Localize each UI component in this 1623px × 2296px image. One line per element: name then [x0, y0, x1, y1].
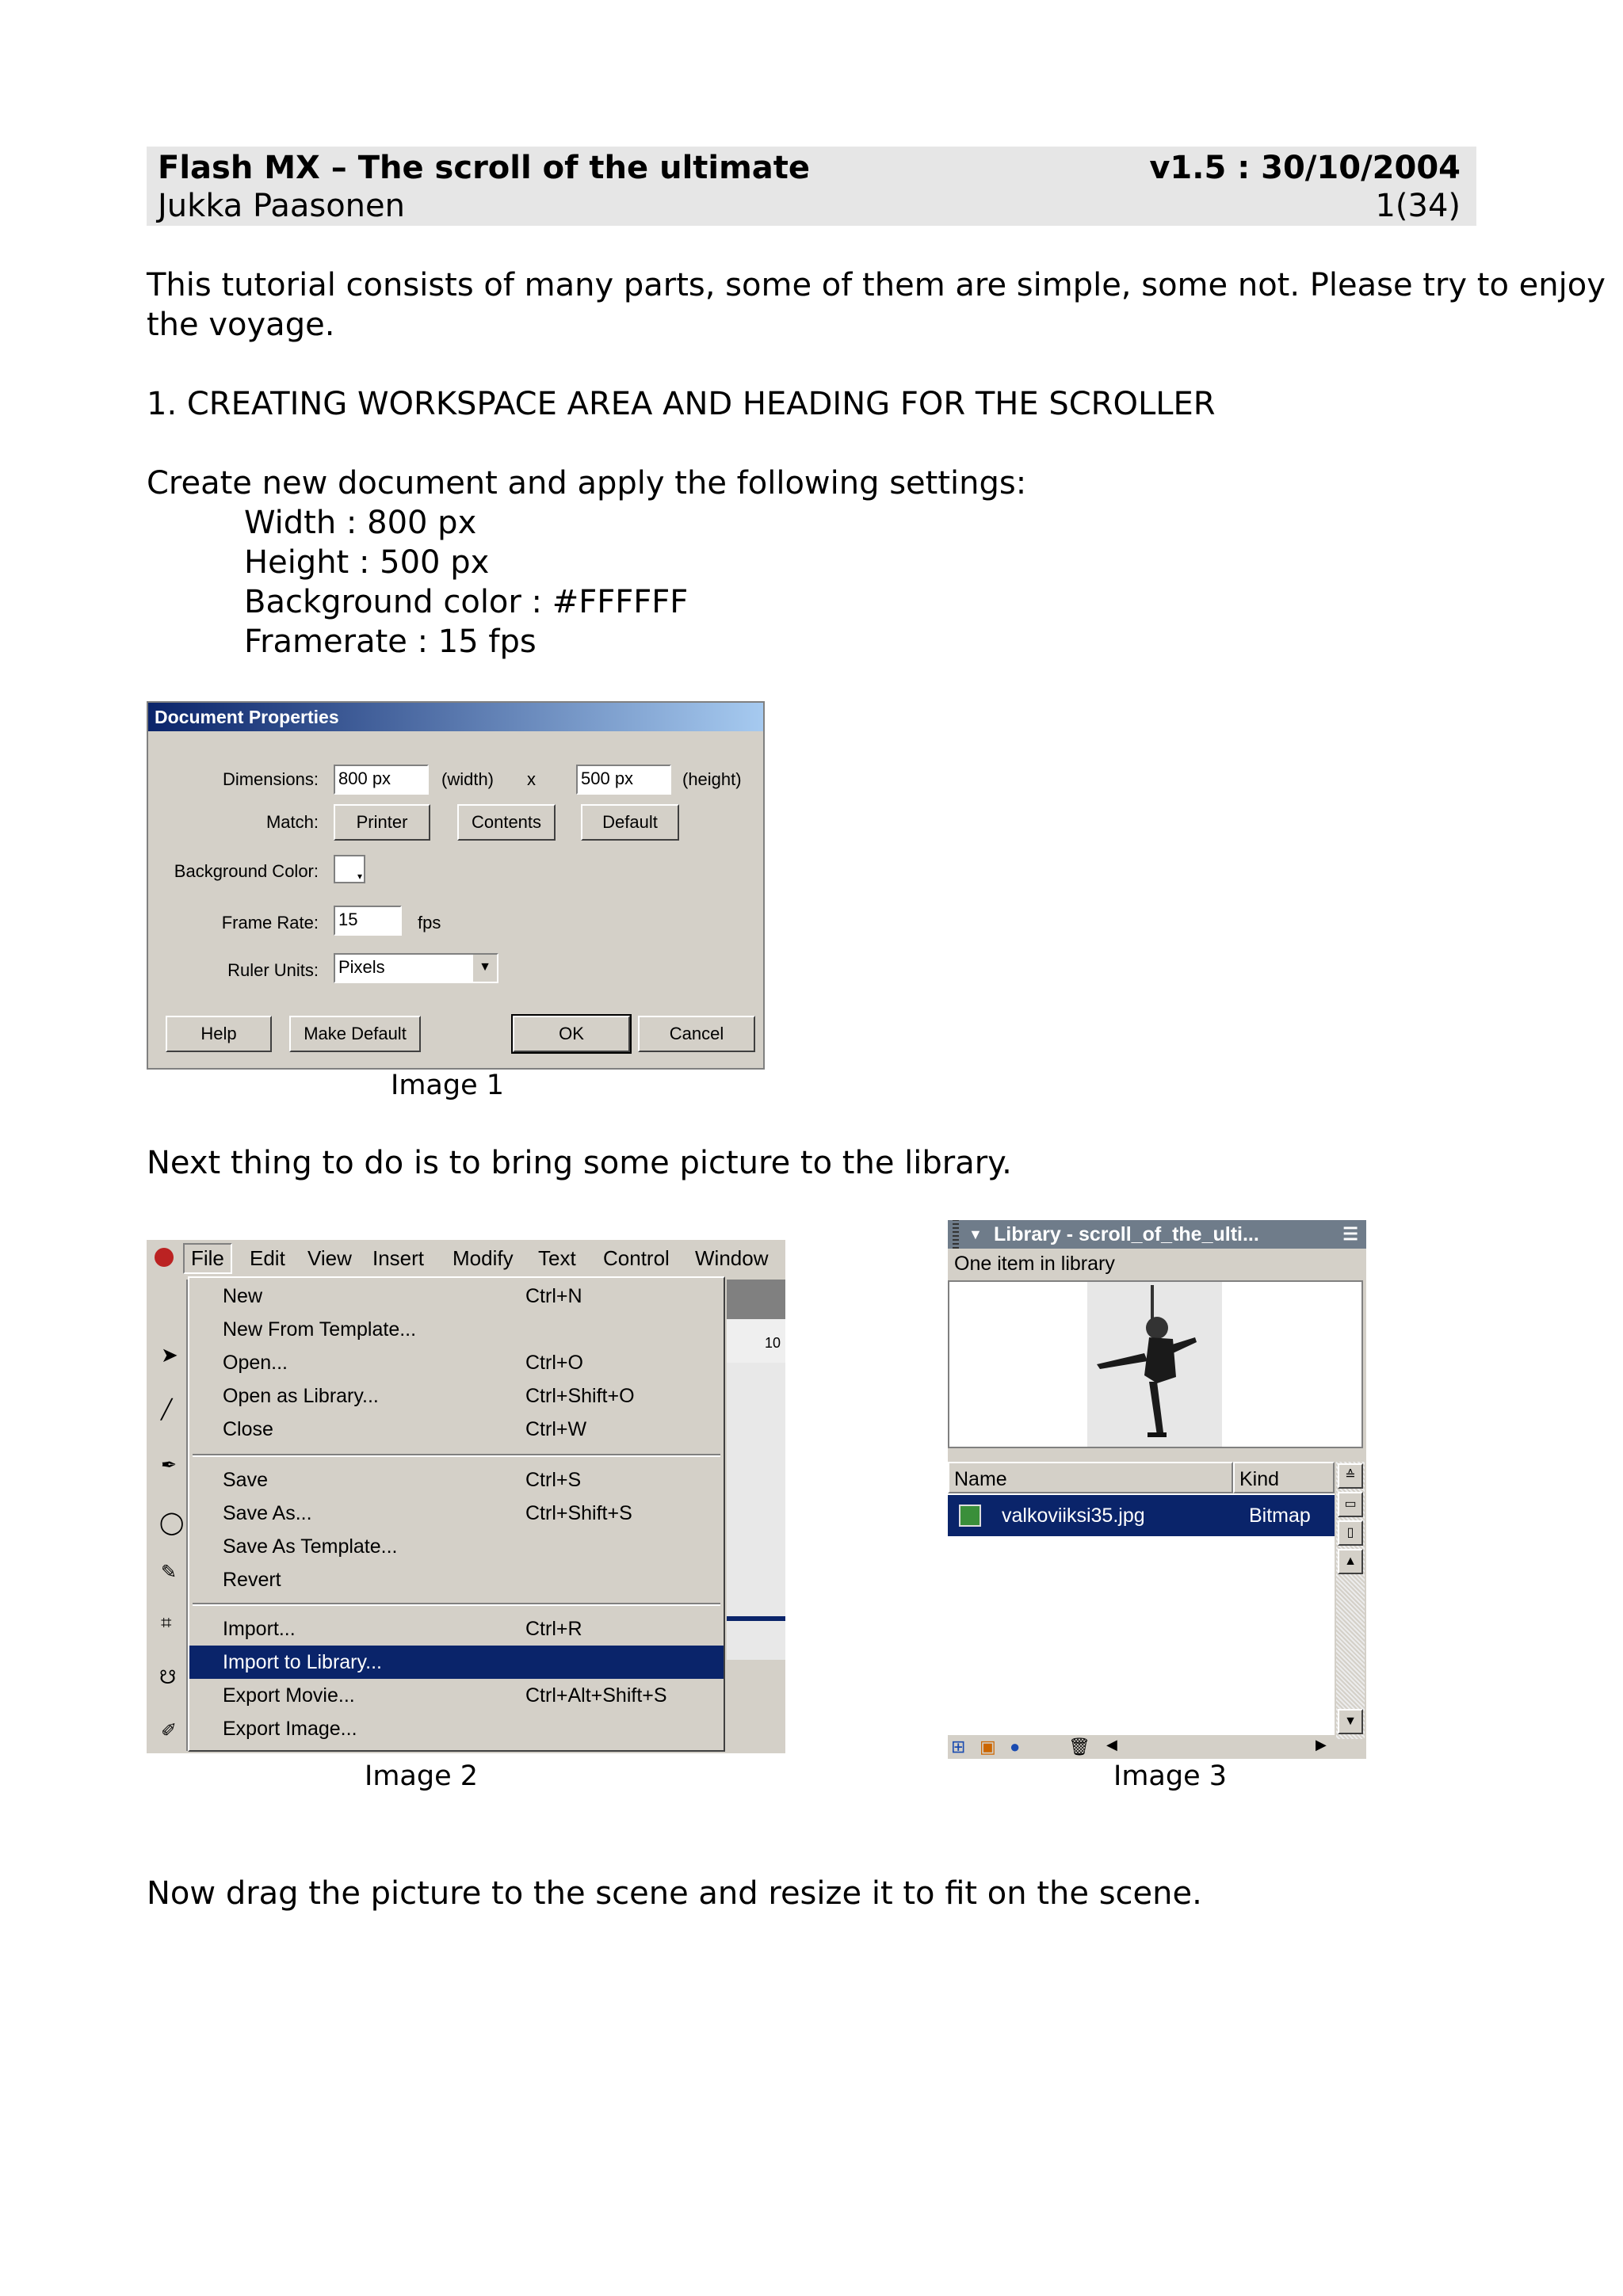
menu-item-close[interactable]: Close Ctrl+W: [223, 1418, 587, 1440]
menu-file[interactable]: File: [183, 1243, 232, 1274]
ok-button[interactable]: OK: [513, 1016, 630, 1052]
menu-item-export-image[interactable]: Export Image...: [223, 1718, 357, 1740]
oval-tool-icon[interactable]: ◯: [159, 1510, 185, 1535]
collapse-arrow-icon[interactable]: ▼: [968, 1226, 983, 1242]
cancel-button[interactable]: Cancel: [638, 1016, 755, 1052]
panel-area: [727, 1660, 785, 1751]
menu-item-revert[interactable]: Revert: [223, 1569, 281, 1591]
menu-separator: [193, 1603, 720, 1606]
dimensions-label: Dimensions:: [222, 769, 319, 789]
item-name: valkoviiksi35.jpg: [1002, 1505, 1145, 1527]
background-color-swatch[interactable]: [334, 855, 365, 883]
stage-area: [727, 1363, 785, 1660]
pen-tool-icon[interactable]: ✒: [161, 1455, 178, 1476]
flash-logo-icon: [155, 1248, 174, 1267]
transform-tool-icon[interactable]: ⌗: [161, 1612, 172, 1634]
setting-width: Width : 800 px: [244, 505, 477, 541]
scroll-down-icon[interactable]: ▼: [1338, 1709, 1363, 1734]
menu-view[interactable]: View: [307, 1246, 352, 1270]
new-folder-icon[interactable]: ▣: [980, 1737, 996, 1756]
menu-item-open-as-library[interactable]: Open as Library... Ctrl+Shift+O: [223, 1385, 635, 1407]
match-label: Match:: [265, 812, 319, 832]
library-toolbar: [948, 1735, 1335, 1759]
dropdown-arrow-icon[interactable]: ▼: [472, 955, 497, 982]
section-heading: 1. CREATING WORKSPACE AREA AND HEADING FOR THE SCROLLER: [147, 386, 1216, 422]
library-instruction: Next thing to do is to bring some picture to the library.: [147, 1145, 1012, 1181]
times-sign: x: [527, 769, 536, 789]
ink-tool-icon[interactable]: ☋: [159, 1667, 177, 1688]
intro-line-2: the voyage.: [147, 307, 335, 343]
library-panel-screenshot: [948, 1220, 1366, 1759]
caption-image-2: Image 2: [365, 1760, 479, 1792]
page-header: [147, 147, 1476, 226]
menu-item-save-as[interactable]: Save As... Ctrl+Shift+S: [223, 1502, 632, 1524]
frame-rate-label: Frame Rate:: [221, 913, 319, 933]
swatch-arrow-icon: ▾: [357, 871, 362, 882]
menu-control[interactable]: Control: [603, 1246, 670, 1270]
menu-item-import-to-library[interactable]: Import to Library...: [189, 1646, 724, 1679]
setting-height: Height : 500 px: [244, 544, 490, 581]
timeline-header: [727, 1280, 785, 1319]
document-title: Flash MX – The scroll of the ultimate: [158, 150, 811, 186]
menu-window[interactable]: Window: [695, 1246, 769, 1270]
menu-item-new[interactable]: New Ctrl+N: [223, 1285, 582, 1307]
background-color-label: Background Color:: [174, 861, 319, 881]
gripper-icon[interactable]: [953, 1220, 959, 1249]
width-unit: (width): [441, 769, 495, 789]
menu-separator: [193, 1454, 720, 1457]
library-item-row[interactable]: [948, 1495, 1335, 1536]
sort-order-icon[interactable]: ≙: [1338, 1463, 1363, 1489]
library-list: [948, 1462, 1335, 1739]
setting-framerate: Framerate : 15 fps: [244, 624, 537, 660]
scroll-up-icon[interactable]: ▲: [1338, 1549, 1363, 1574]
tools-panel: [151, 1280, 188, 1751]
caption-image-3: Image 3: [1113, 1760, 1228, 1792]
default-button[interactable]: Default: [581, 804, 679, 841]
menu-item-save-as-template[interactable]: Save As Template...: [223, 1535, 398, 1558]
file-menu-dropdown: [188, 1276, 725, 1752]
drag-instruction: Now drag the picture to the scene and resize it to fit on the scene.: [147, 1875, 1202, 1912]
bitmap-icon: [959, 1505, 981, 1527]
caption-image-1: Image 1: [391, 1070, 505, 1101]
contents-button[interactable]: Contents: [457, 804, 556, 841]
menu-item-import[interactable]: Import... Ctrl+R: [223, 1618, 582, 1640]
properties-icon[interactable]: ●: [1010, 1737, 1021, 1756]
file-menu-screenshot: [147, 1240, 785, 1753]
stage-edge: [727, 1616, 785, 1621]
page-number: 1(34): [1375, 188, 1461, 224]
document-version: v1.5 : 30/10/2004: [1149, 150, 1461, 186]
fps-label: fps: [418, 913, 441, 933]
menu-item-save[interactable]: Save Ctrl+S: [223, 1469, 582, 1491]
document-author: Jukka Paasonen: [158, 188, 405, 224]
pencil-tool-icon[interactable]: ✎: [161, 1562, 178, 1583]
document-properties-dialog: [147, 701, 765, 1070]
menu-text[interactable]: Text: [538, 1246, 576, 1270]
library-preview: [948, 1280, 1363, 1448]
menu-item-export-movie[interactable]: Export Movie... Ctrl+Alt+Shift+S: [223, 1684, 667, 1707]
help-button[interactable]: Help: [166, 1016, 272, 1052]
line-tool-icon[interactable]: ╱: [161, 1399, 173, 1421]
ruler-units-value: Pixels: [338, 957, 385, 977]
column-name[interactable]: Name: [948, 1462, 1233, 1493]
vertical-scrollbar[interactable]: [1336, 1462, 1365, 1739]
menu-insert[interactable]: Insert: [372, 1246, 425, 1270]
wide-state-icon[interactable]: ▭: [1338, 1492, 1363, 1517]
item-kind: Bitmap: [1249, 1505, 1311, 1527]
dialog-title: Document Properties: [148, 703, 763, 731]
menu-item-new-from-template[interactable]: New From Template...: [223, 1318, 417, 1341]
menu-bar: [147, 1240, 785, 1278]
intro-line-1: This tutorial consists of many parts, some of them are simple, some not. Please try to enjoy: [147, 267, 1606, 303]
delete-icon[interactable]: 🗑: [1068, 1737, 1090, 1756]
timeline-frame-number: 10: [764, 1335, 781, 1351]
library-item-count: One item in library: [948, 1249, 1366, 1279]
menu-edit[interactable]: Edit: [250, 1246, 285, 1270]
panel-options-icon[interactable]: ☰: [1342, 1224, 1358, 1244]
height-input[interactable]: 500 px: [576, 765, 671, 795]
timeline-ruler: [727, 1319, 785, 1363]
scroll-right-icon[interactable]: ▶: [1316, 1737, 1327, 1753]
column-kind[interactable]: Kind: [1233, 1462, 1335, 1493]
narrow-state-icon[interactable]: ▯: [1338, 1520, 1363, 1546]
printer-button[interactable]: Printer: [334, 804, 430, 841]
menu-modify[interactable]: Modify: [453, 1246, 514, 1270]
frame-rate-input[interactable]: 15: [334, 906, 402, 936]
preview-photo: [949, 1282, 1361, 1447]
height-unit: (height): [682, 769, 742, 789]
library-title: Library - scroll_of_the_ulti...: [994, 1223, 1259, 1245]
menu-item-open[interactable]: Open... Ctrl+O: [223, 1352, 583, 1374]
settings-intro: Create new document and apply the following settings:: [147, 465, 1027, 502]
scroll-left-icon[interactable]: ◀: [1106, 1737, 1117, 1753]
library-title-bar: [948, 1220, 1366, 1249]
arrow-tool-icon[interactable]: ➤: [161, 1343, 178, 1367]
make-default-button[interactable]: Make Default: [289, 1016, 421, 1052]
eyedropper-tool-icon[interactable]: ✐: [161, 1720, 178, 1741]
ruler-units-select[interactable]: [334, 953, 498, 983]
setting-bgcolor: Background color : #FFFFFF: [244, 584, 689, 620]
width-input[interactable]: 800 px: [334, 765, 429, 795]
new-symbol-icon[interactable]: ⊞: [951, 1737, 966, 1756]
ruler-units-label: Ruler Units:: [227, 960, 319, 980]
